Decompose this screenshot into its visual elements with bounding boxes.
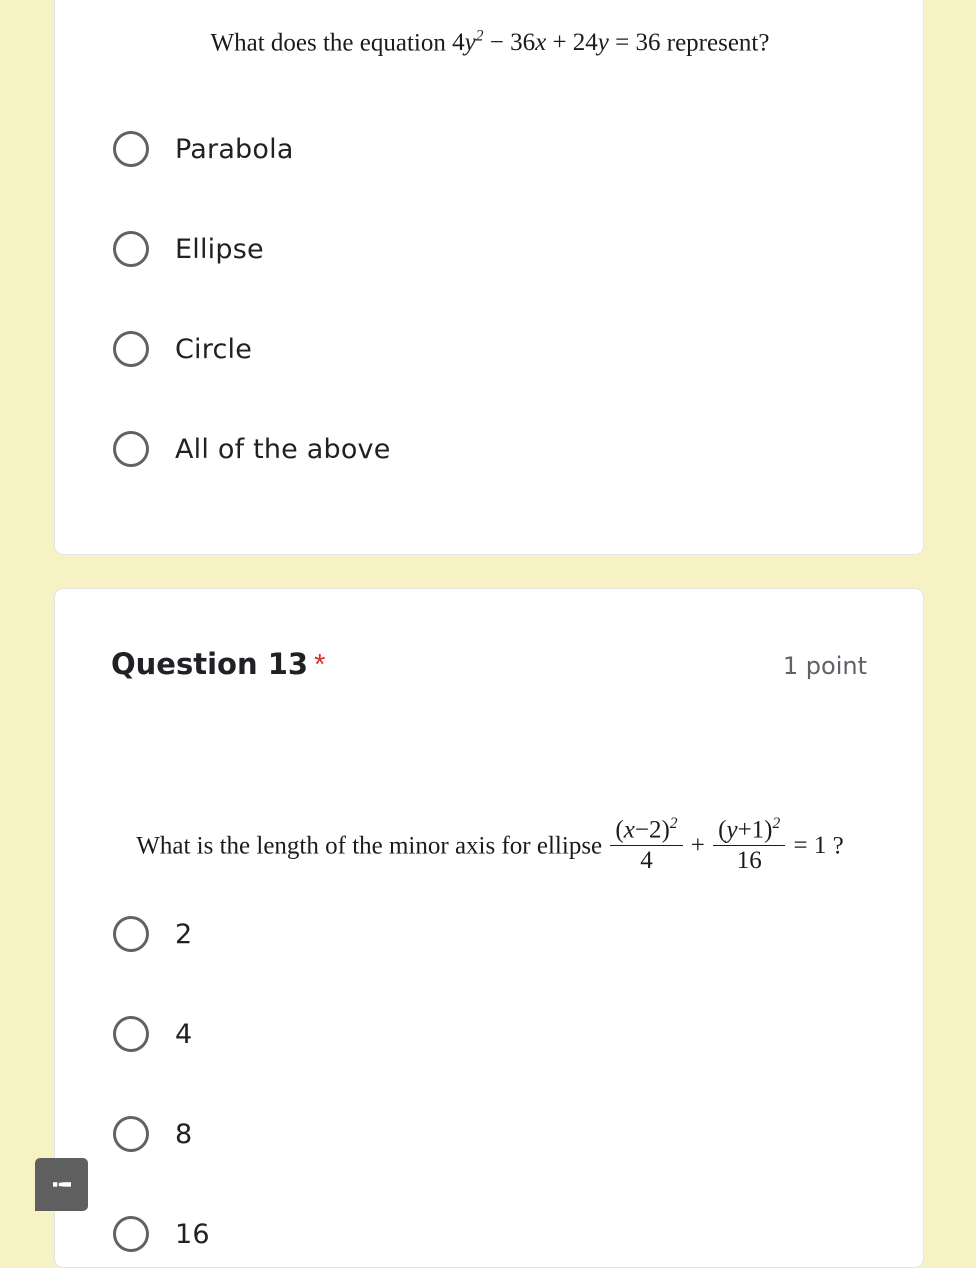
option-label: 16 — [175, 1218, 210, 1250]
floating-alert-badge[interactable] — [35, 1158, 88, 1211]
fraction-2 — [713, 815, 785, 876]
fraction-1 — [610, 815, 682, 876]
question-13-stem-suffix: ? — [832, 832, 844, 860]
page-title: Question 13 — [111, 647, 309, 681]
radio-icon[interactable] — [113, 916, 149, 952]
question-13-stem — [55, 817, 925, 878]
option-8[interactable] — [113, 1116, 192, 1152]
question-card-12 — [54, 0, 924, 555]
option-label: 8 — [175, 1118, 193, 1150]
fraction-2-denominator: 16 — [736, 847, 762, 875]
option-label: 2 — [175, 918, 193, 950]
option-2[interactable] — [113, 916, 192, 952]
question-13-title-group — [111, 647, 325, 682]
required-marker: * — [314, 649, 326, 681]
radio-icon[interactable] — [113, 1016, 149, 1052]
exclamation-icon: ! — [47, 1178, 76, 1191]
question-13-equation: $\frac{(x-2)^2}{4}$ + $\frac{(y+1)^2}{16}$ = 1 — [608, 832, 832, 859]
option-16[interactable] — [113, 1216, 210, 1252]
fraction-2-numerator: $(y+1)^2$ — [713, 815, 785, 846]
question-12-stem-suffix: represent? — [666, 29, 770, 57]
question-card-13 — [54, 588, 924, 1268]
question-12-stem-prefix: What does the equation — [210, 29, 446, 57]
option-circle[interactable] — [113, 331, 252, 367]
question-13-stem-prefix: What is the length of the minor axis for ellipse — [136, 832, 603, 860]
question-12-equation: $4y^2 - 36x + 24y = 36$ — [452, 28, 661, 57]
radio-icon[interactable] — [113, 431, 149, 467]
question-13-header — [111, 647, 867, 682]
radio-icon[interactable] — [113, 231, 149, 267]
radio-icon[interactable] — [113, 1216, 149, 1252]
question-13-points: 1 point — [782, 652, 867, 680]
radio-icon[interactable] — [113, 331, 149, 367]
fraction-1-numerator: $(x-2)^2$ — [610, 815, 682, 846]
option-label: All of the above — [175, 433, 391, 465]
option-4[interactable] — [113, 1016, 192, 1052]
option-label: 4 — [175, 1018, 193, 1050]
question-12-stem — [55, 28, 925, 58]
radio-icon[interactable] — [113, 1116, 149, 1152]
radio-icon[interactable] — [113, 131, 149, 167]
option-all-of-the-above[interactable] — [113, 431, 391, 467]
option-parabola[interactable] — [113, 131, 294, 167]
option-label: Circle — [175, 333, 253, 365]
option-label: Ellipse — [175, 233, 264, 265]
option-ellipse[interactable] — [113, 231, 264, 267]
option-label: Parabola — [175, 133, 294, 165]
fraction-1-denominator: 4 — [640, 847, 653, 875]
